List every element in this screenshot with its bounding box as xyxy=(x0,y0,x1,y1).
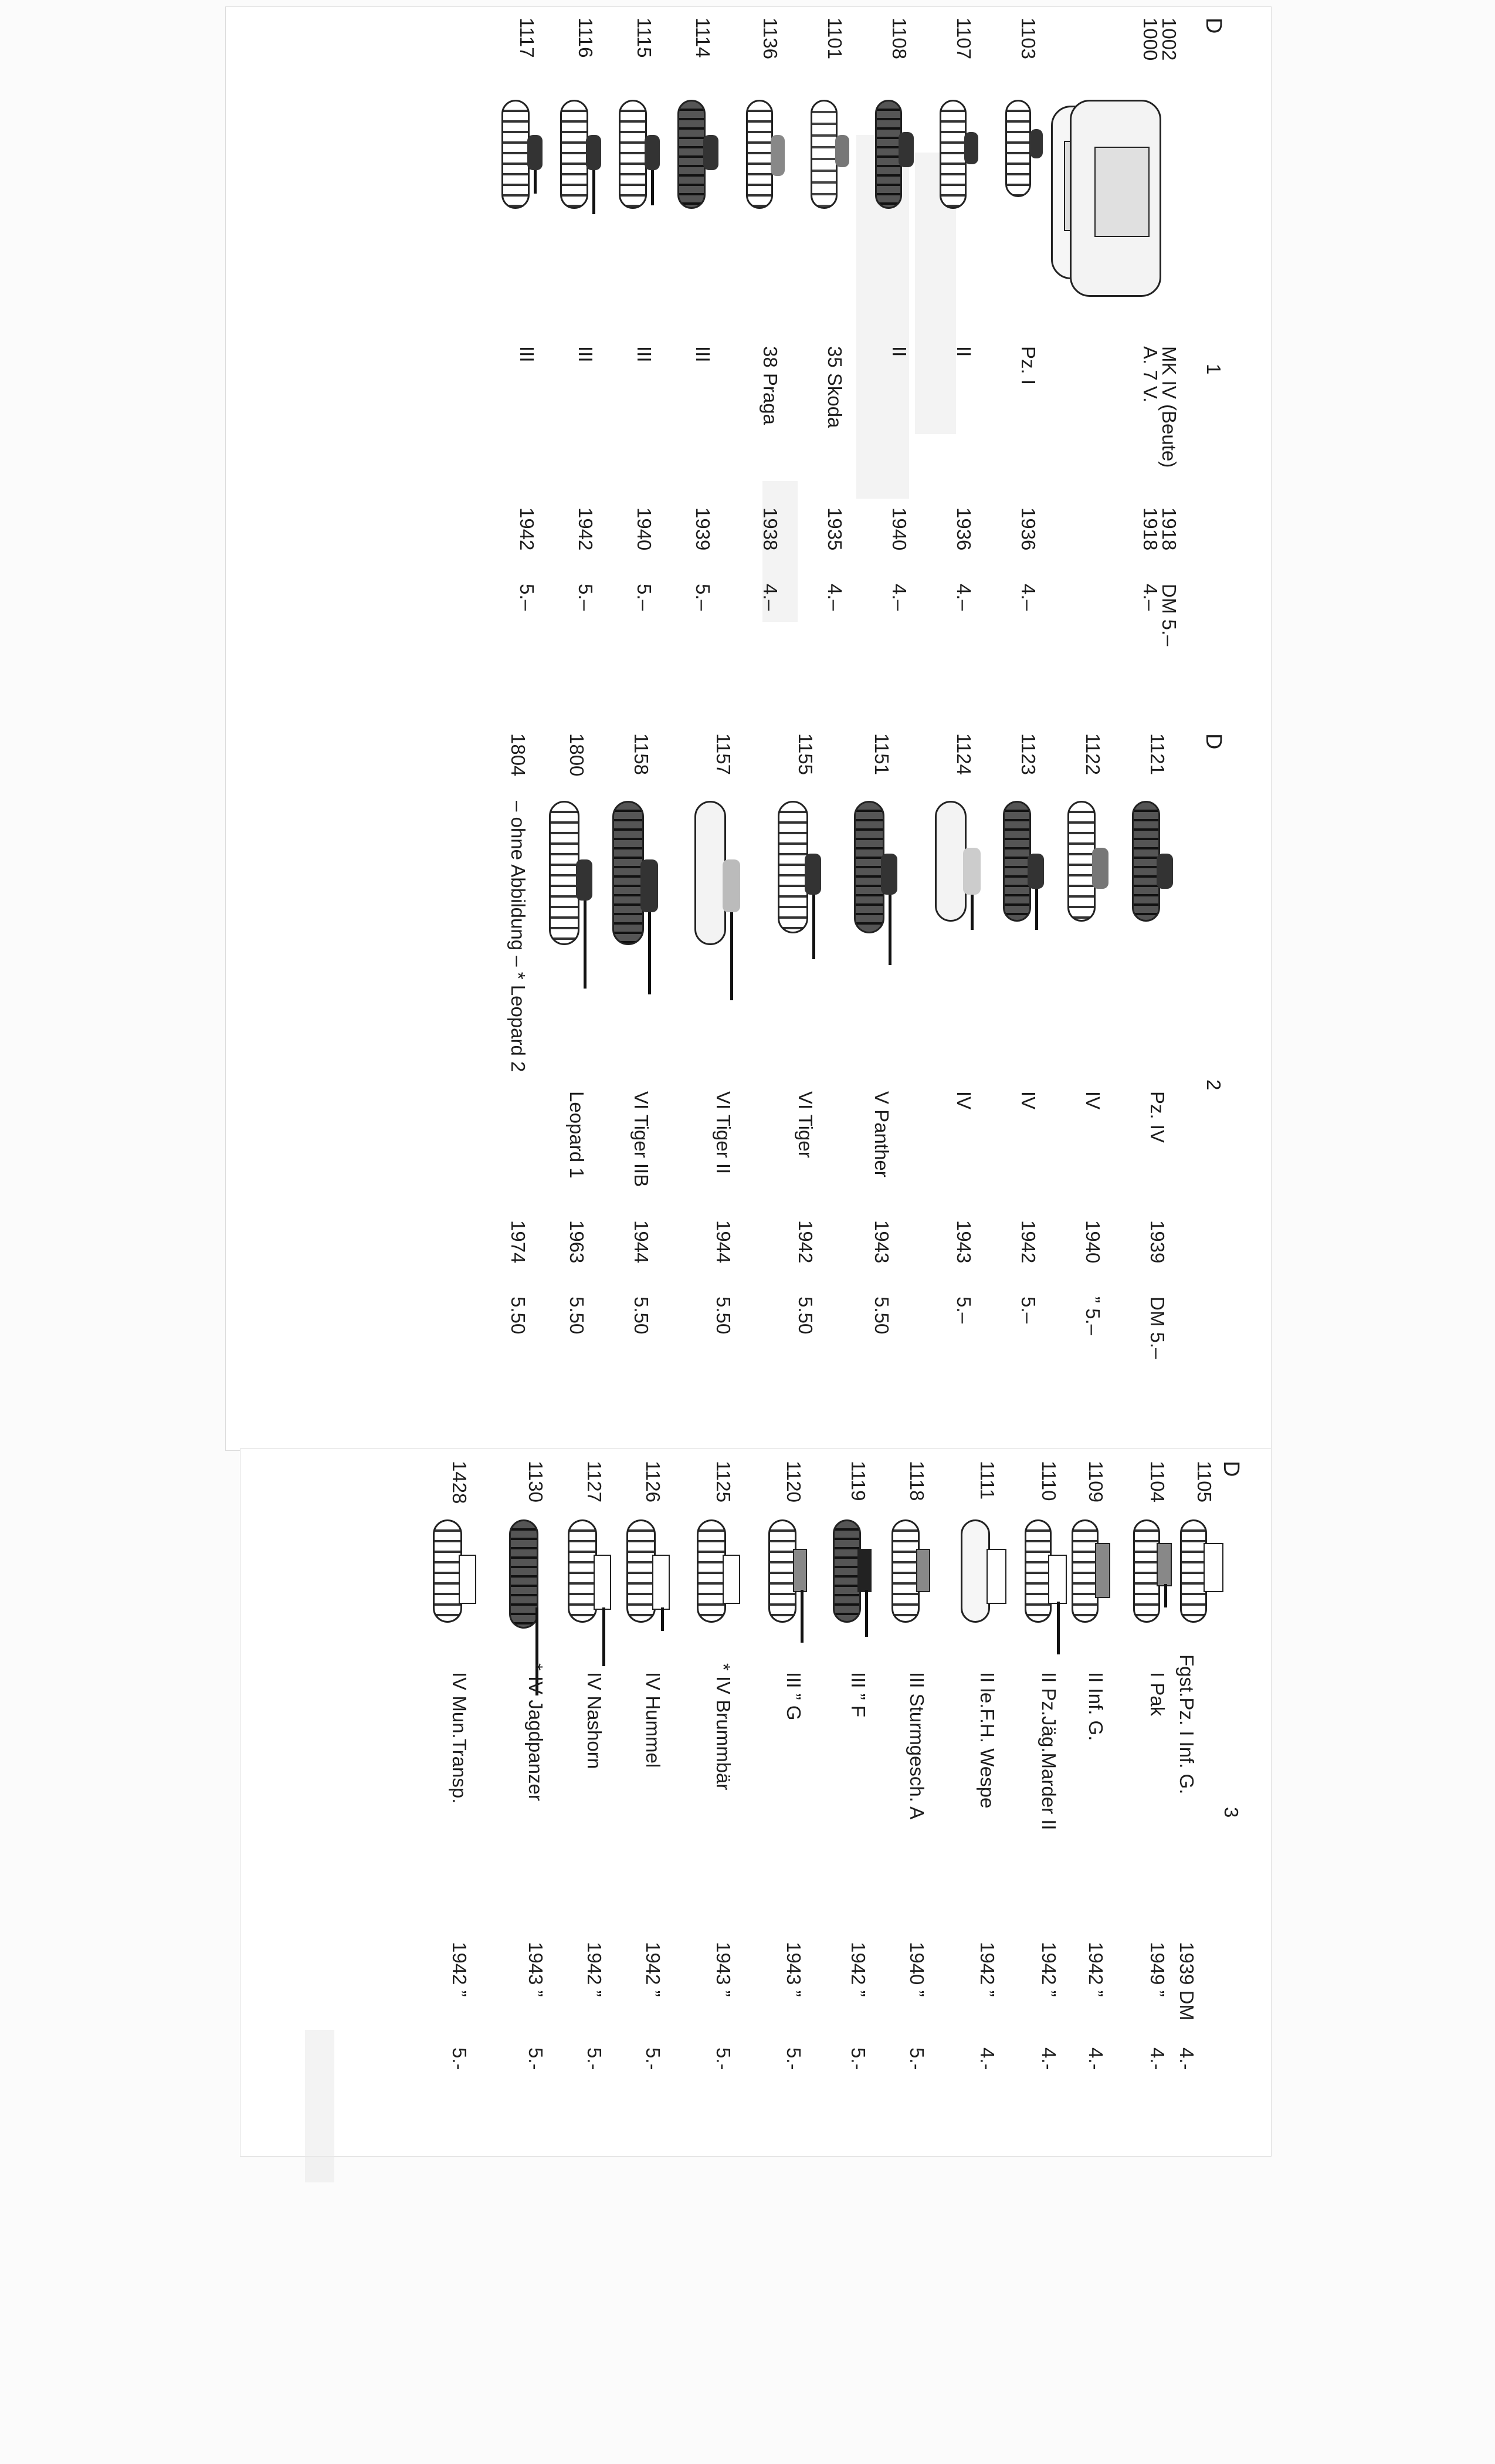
table-row xyxy=(874,18,921,710)
model-name: II xyxy=(953,346,975,357)
model-name: * IV Brummbär xyxy=(713,1663,734,1791)
model-name: IV Nashorn xyxy=(584,1672,605,1769)
table-row xyxy=(745,18,792,710)
price: 5.- xyxy=(449,2047,470,2070)
price: DM 5.– xyxy=(1158,584,1180,647)
item-number: 1126 xyxy=(642,1461,664,1502)
year: 1936 xyxy=(1018,507,1039,551)
table-row xyxy=(628,1461,674,2153)
item-number: 1157 xyxy=(713,733,734,775)
tank-silhouette xyxy=(559,100,606,252)
year: 1942 ” xyxy=(449,1942,470,1997)
table-row xyxy=(569,1461,616,2153)
tank-silhouette xyxy=(1002,801,1049,989)
table-row xyxy=(434,1461,481,2153)
model-name: I Pak xyxy=(1147,1672,1168,1717)
year: 1940 ” xyxy=(906,1942,928,1997)
model-name: IV xyxy=(1018,1091,1039,1110)
model-name: III Sturmgesch. A xyxy=(906,1672,928,1820)
year: 1918 xyxy=(1140,507,1161,551)
tank-silhouette xyxy=(1066,801,1113,989)
item-number: 1105 xyxy=(1194,1461,1215,1502)
year: 1974 xyxy=(507,1220,529,1264)
year: 1939 DM xyxy=(1176,1942,1198,2020)
model-name: III xyxy=(633,346,655,363)
item-number: 1108 xyxy=(889,18,910,59)
table-row xyxy=(833,1461,880,2153)
tank-silhouette xyxy=(500,100,547,252)
price: 5.50 xyxy=(566,1297,588,1335)
table-row xyxy=(1003,18,1050,710)
tank-silhouette xyxy=(1131,1519,1178,1672)
item-number: 1115 xyxy=(633,18,655,58)
year: 1943 xyxy=(871,1220,893,1264)
year: 1942 xyxy=(795,1220,816,1264)
tank-silhouette xyxy=(427,1519,480,1672)
item-number: 1122 xyxy=(1082,733,1104,775)
item-number: 1117 xyxy=(516,18,538,58)
table-row xyxy=(1023,1461,1070,2153)
price: 4.- xyxy=(1085,2047,1107,2070)
year: 1942 xyxy=(1018,1220,1039,1264)
item-number: 1103 xyxy=(1018,18,1039,59)
item-number: 1121 xyxy=(1147,733,1168,775)
price: 4.- xyxy=(1038,2047,1060,2070)
tank-silhouette xyxy=(767,1519,814,1695)
year: 1942 xyxy=(516,507,538,551)
model-name: IV xyxy=(953,1091,975,1110)
tank-silhouette xyxy=(550,801,597,1047)
table-row xyxy=(1132,733,1179,1426)
model-name: III xyxy=(575,346,596,363)
year: 1935 xyxy=(824,507,846,551)
price: 5.– xyxy=(516,584,538,611)
price: 5.- xyxy=(642,2047,664,2070)
price: 4.- xyxy=(1176,2047,1198,2070)
tank-silhouette xyxy=(955,1519,1008,1672)
price: 5.– xyxy=(692,584,714,611)
panel-number: 2 xyxy=(1203,1079,1225,1091)
table-row xyxy=(1070,1461,1117,2153)
item-number: 1800 xyxy=(566,733,588,777)
table-row xyxy=(560,18,607,710)
tank-silhouette xyxy=(1131,801,1178,989)
table-row xyxy=(619,18,666,710)
tank-silhouette xyxy=(609,801,662,1047)
table-row xyxy=(677,18,724,710)
item-number: 1120 xyxy=(783,1461,805,1502)
table-row xyxy=(1067,733,1114,1426)
item-number: 1109 xyxy=(1085,1461,1107,1502)
year: 1942 ” xyxy=(584,1942,605,1997)
table-row xyxy=(768,1461,815,2153)
tank-silhouette xyxy=(832,1519,879,1695)
item-number: 1002 xyxy=(1158,18,1180,61)
item-number: 1111 xyxy=(977,1461,998,1500)
item-number: 1151 xyxy=(871,733,893,775)
tank-silhouette xyxy=(779,801,826,1024)
table-row xyxy=(780,733,827,1426)
tank-silhouette xyxy=(1050,100,1185,293)
model-name: 35 Skoda xyxy=(824,346,846,428)
table-row xyxy=(809,18,856,710)
tank-silhouette xyxy=(937,100,984,235)
year: 1943 ” xyxy=(525,1942,547,1997)
year: 1942 ” xyxy=(1085,1942,1107,1997)
price: 5.- xyxy=(847,2047,869,2070)
model-name: II xyxy=(889,346,910,357)
price: 4.– xyxy=(760,584,781,611)
model-name: IV Mun.Transp. xyxy=(449,1672,470,1804)
tank-silhouette xyxy=(1178,1519,1225,1672)
tank-silhouette xyxy=(691,1519,744,1672)
item-number: 1127 xyxy=(584,1461,605,1502)
table-row xyxy=(698,733,745,1426)
item-number: 1428 xyxy=(449,1461,470,1504)
tank-silhouette xyxy=(744,100,791,235)
item-number: 1136 xyxy=(760,18,781,59)
price: 5.- xyxy=(525,2047,547,2070)
model-name: II Inf. G. xyxy=(1085,1672,1107,1741)
price: 5.- xyxy=(584,2047,605,2070)
tank-silhouette xyxy=(691,801,744,1047)
tank-silhouette xyxy=(873,100,920,235)
model-name: III xyxy=(692,346,714,363)
panel-header: D xyxy=(1219,1461,1243,1477)
item-number: 1110 xyxy=(1038,1461,1060,1501)
tank-silhouette xyxy=(808,100,855,235)
price: 5.50 xyxy=(871,1297,893,1335)
item-number: 1124 xyxy=(953,733,975,775)
model-name: III xyxy=(516,346,538,363)
year: 1944 xyxy=(630,1220,652,1264)
tank-silhouette xyxy=(1069,1519,1116,1672)
price: 5.50 xyxy=(795,1297,816,1335)
model-name: III ” G xyxy=(783,1672,805,1721)
price: DM 5.– xyxy=(1147,1297,1168,1359)
tank-silhouette xyxy=(676,100,723,235)
table-row xyxy=(938,733,985,1426)
price: 4.– xyxy=(1018,584,1039,611)
model-name: V Panther xyxy=(871,1091,893,1177)
item-number: 1123 xyxy=(1018,733,1039,775)
model-name: VI Tiger xyxy=(795,1091,816,1158)
item-number: 1107 xyxy=(953,18,975,59)
item-number: 1125 xyxy=(713,1461,734,1502)
panel-number: 1 xyxy=(1203,364,1225,375)
tank-silhouette xyxy=(931,801,984,989)
table-row xyxy=(698,1461,745,2153)
year: 1963 xyxy=(566,1220,588,1264)
tank-silhouette xyxy=(1022,1519,1069,1695)
year: 1949 ” xyxy=(1147,1942,1168,1997)
model-name: Pz. I xyxy=(1018,346,1039,385)
price: 4.– xyxy=(824,584,846,611)
year: 1939 xyxy=(1147,1220,1168,1264)
year: 1943 ” xyxy=(783,1942,805,1997)
model-name: Leopard 1 xyxy=(566,1091,588,1179)
item-number: 1155 xyxy=(795,733,816,775)
model-name: VI Tiger IIB xyxy=(630,1091,652,1187)
year: 1942 ” xyxy=(847,1942,869,1997)
model-name: Pz. IV xyxy=(1147,1091,1168,1143)
model-name: Fgst.Pz. I Inf. G. xyxy=(1176,1654,1198,1795)
model-name: IV Hummel xyxy=(642,1672,664,1768)
panel-header: D xyxy=(1201,733,1226,750)
model-name: * IV Jagdpanzer xyxy=(525,1663,547,1801)
year: 1939 xyxy=(692,507,714,551)
price: 5.50 xyxy=(630,1297,652,1335)
model-name: MK IV (Beute) xyxy=(1158,346,1180,468)
price: 4.- xyxy=(1147,2047,1168,2070)
item-number: 1116 xyxy=(575,18,596,58)
year: 1940 xyxy=(1082,1220,1104,1264)
year: 1942 ” xyxy=(977,1942,998,1997)
item-number: 1101 xyxy=(824,18,846,59)
year: 1942 ” xyxy=(642,1942,664,1997)
tank-silhouette xyxy=(890,1519,937,1672)
price: 4.– xyxy=(953,584,975,611)
item-number: 1000 xyxy=(1140,18,1161,61)
price: 4.– xyxy=(1140,584,1161,611)
tank-silhouette xyxy=(1002,100,1049,235)
year: 1938 xyxy=(760,507,781,551)
year: 1943 xyxy=(953,1220,975,1264)
year: 1936 xyxy=(953,507,975,551)
tank-silhouette xyxy=(621,1519,673,1695)
price: 5.– xyxy=(953,1297,975,1324)
price: 5.- xyxy=(906,2047,928,2070)
item-number: 1804 xyxy=(507,733,529,777)
table-row xyxy=(962,1461,1009,2153)
price: 5.– xyxy=(1018,1297,1039,1324)
table-row xyxy=(493,733,540,1426)
table-row xyxy=(616,733,663,1426)
table-row xyxy=(938,18,985,710)
tank-silhouette xyxy=(618,100,665,252)
tank-silhouette xyxy=(855,801,902,1024)
table-row xyxy=(551,733,598,1426)
year: 1918 xyxy=(1158,507,1180,551)
model-name: VI Tiger II xyxy=(713,1091,734,1175)
table-row xyxy=(501,18,548,710)
table-row xyxy=(891,1461,938,2153)
model-name: 38 Praga xyxy=(760,346,781,425)
price: 5.50 xyxy=(507,1297,529,1335)
model-name: IV xyxy=(1082,1091,1104,1110)
price: 5.- xyxy=(713,2047,734,2070)
price: ” 5.– xyxy=(1082,1297,1104,1336)
table-row xyxy=(1176,1461,1226,2153)
panel-number: 3 xyxy=(1221,1807,1242,1818)
year: 1944 xyxy=(713,1220,734,1264)
model-name: A. 7 V. xyxy=(1140,346,1161,403)
price: 5.- xyxy=(783,2047,805,2070)
price: 5.– xyxy=(575,584,596,611)
price: 4.– xyxy=(889,584,910,611)
item-number: 1114 xyxy=(692,18,714,58)
model-name: II Pz.Jäg.Marder II xyxy=(1038,1672,1060,1830)
item-number: 1130 xyxy=(525,1461,547,1502)
year: 1942 ” xyxy=(1038,1942,1060,1997)
table-row xyxy=(510,1461,557,2153)
item-number: 1104 xyxy=(1147,1461,1168,1502)
table-row xyxy=(1132,1461,1179,2153)
item-number: 1118 xyxy=(906,1461,928,1501)
table-row xyxy=(1003,733,1050,1426)
price: 4.- xyxy=(977,2047,998,2070)
table-row xyxy=(856,733,903,1426)
panel-header: D xyxy=(1201,18,1226,34)
price: 5.– xyxy=(633,584,655,611)
year: 1940 xyxy=(633,507,655,551)
price: 5.50 xyxy=(713,1297,734,1335)
model-name: III ” F xyxy=(847,1672,869,1717)
model-name: II le.F.H. Wespe xyxy=(977,1672,998,1809)
year: 1940 xyxy=(889,507,910,551)
model-name: – ohne Abbildung – * Leopard 2 xyxy=(507,801,529,1072)
item-number: 1158 xyxy=(630,733,652,775)
year: 1942 xyxy=(575,507,596,551)
item-number: 1119 xyxy=(847,1461,869,1501)
year: 1943 ” xyxy=(713,1942,734,1997)
